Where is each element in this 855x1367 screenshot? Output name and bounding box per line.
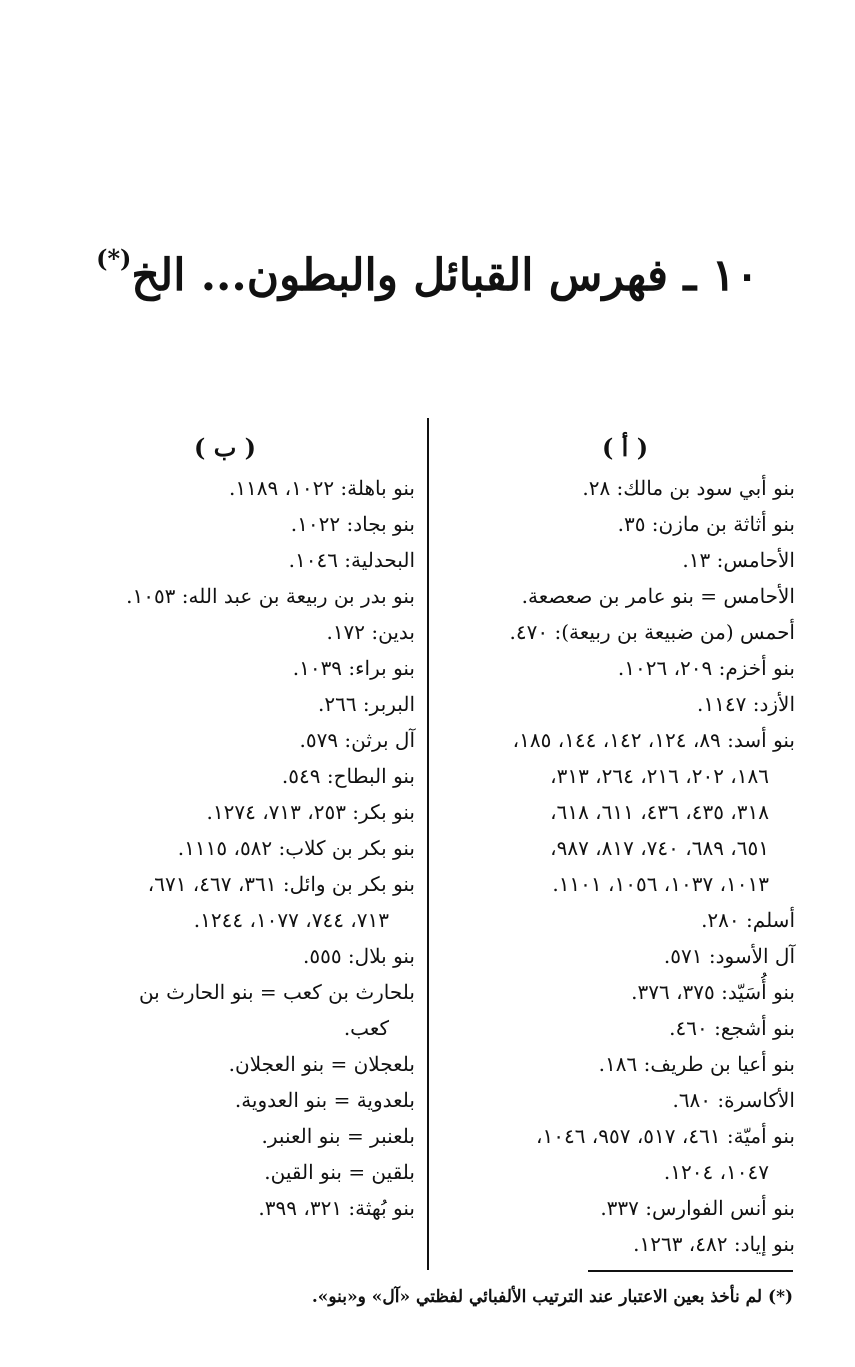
footnote: (*) لم نأخذ بعين الاعتبار عند الترتيب الألفبائي لفظتي «آل» و«بنو». bbox=[311, 1287, 793, 1307]
index-entry: بلحارث بن كعب = بنو الحارث بن bbox=[138, 980, 415, 1004]
index-entry-continuation: ١٨٦، ٢٠٢، ٢١٦، ٢٦٤، ٣١٣، bbox=[550, 764, 769, 788]
index-entry: بنو باهلة: ١٠٢٢، ١١٨٩. bbox=[228, 476, 415, 500]
page-title-text: ١٠ ـ فهرس القبائل والبطون... الخ bbox=[131, 250, 759, 301]
index-entry: بدين: ١٧٢. bbox=[326, 620, 415, 644]
index-entry-continuation: ١٠١٣، ١٠٣٧، ١٠٥٦، ١١٠١. bbox=[552, 872, 769, 896]
index-entry: بنو بكر: ٢٥٣، ٧١٣، ١٢٧٤. bbox=[206, 800, 415, 824]
index-entry: بنو أسد: ٨٩، ١٢٤، ١٤٢، ١٤٤، ١٨٥، bbox=[512, 728, 795, 752]
column-heading-alif: ( أ ) bbox=[601, 433, 649, 462]
index-entry: بلقين = بنو القين. bbox=[264, 1160, 415, 1184]
index-entry: الأكاسرة: ٦٨٠. bbox=[672, 1088, 795, 1112]
index-entry: بنو براء: ١٠٣٩. bbox=[292, 656, 415, 680]
index-entry: أسلم: ٢٨٠. bbox=[701, 908, 795, 932]
index-entry: بنو أنس الفوارس: ٣٣٧. bbox=[600, 1196, 795, 1220]
index-entry: بنو أخزم: ٢٠٩، ١٠٢٦. bbox=[617, 656, 795, 680]
index-entry-continuation: كعب. bbox=[343, 1016, 389, 1040]
index-entry: بنو بدر بن ربيعة بن عبد الله: ١٠٥٣. bbox=[126, 584, 415, 608]
index-entry: آل برثن: ٥٧٩. bbox=[299, 728, 415, 752]
index-entry-continuation: ٧١٣، ٧٤٤، ١٠٧٧، ١٢٤٤. bbox=[193, 908, 389, 932]
index-entry: بنو أبي سود بن مالك: ٢٨. bbox=[582, 476, 795, 500]
index-entry: بنو بلال: ٥٥٥. bbox=[302, 944, 415, 968]
title-footnote-mark: (*) bbox=[96, 244, 132, 273]
column-alif bbox=[455, 430, 795, 1262]
index-entry-continuation: ٣١٨، ٤٣٥، ٤٣٦، ٦١١، ٦١٨، bbox=[550, 800, 769, 824]
column-ba bbox=[35, 430, 415, 1226]
index-entry: بنو أُسَيّد: ٣٧٥، ٣٧٦. bbox=[631, 980, 795, 1004]
index-entry: بلعنبر = بنو العنبر. bbox=[261, 1124, 415, 1148]
index-entry: بلعدوية = بنو العدوية. bbox=[234, 1088, 415, 1112]
footnote-rule bbox=[588, 1270, 793, 1272]
index-entry: الأحامس = بنو عامر بن صعصعة. bbox=[521, 584, 795, 608]
index-entry: بنو أثاثة بن مازن: ٣٥. bbox=[617, 512, 795, 536]
page-title bbox=[0, 244, 855, 301]
index-entry: بنو أشجع: ٤٦٠. bbox=[669, 1016, 795, 1040]
index-entry: البحدلية: ١٠٤٦. bbox=[288, 548, 415, 572]
index-entry-continuation: ٦٥١، ٦٨٩، ٧٤٠، ٨١٧، ٩٨٧، bbox=[550, 836, 769, 860]
index-entry: أحمس (من ضبيعة بن ربيعة): ٤٧٠. bbox=[509, 620, 795, 644]
column-divider bbox=[427, 418, 429, 1270]
index-entry: بنو أعيا بن طريف: ١٨٦. bbox=[598, 1052, 795, 1076]
index-entry: الأحامس: ١٣. bbox=[682, 548, 795, 572]
index-entry: بنو أميّة: ٤٦١، ٥١٧، ٩٥٧، ١٠٤٦، bbox=[536, 1124, 795, 1148]
index-entry: آل الأسود: ٥٧١. bbox=[663, 944, 795, 968]
index-entry: بنو بُهثة: ٣٢١، ٣٩٩. bbox=[258, 1196, 415, 1220]
index-entry: بنو بجاد: ١٠٢٢. bbox=[290, 512, 415, 536]
index-entry: بلعجلان = بنو العجلان. bbox=[228, 1052, 415, 1076]
index-entry: البربر: ٢٦٦. bbox=[317, 692, 415, 716]
index-entry: بنو بكر بن وائل: ٣٦١، ٤٦٧، ٦٧١، bbox=[147, 872, 415, 896]
index-entry: بنو إياد: ٤٨٢، ١٢٦٣. bbox=[633, 1232, 795, 1256]
index-entry: بنو البطاح: ٥٤٩. bbox=[281, 764, 415, 788]
index-entry-continuation: ١٠٤٧، ١٢٠٤. bbox=[663, 1160, 769, 1184]
column-heading-ba: ( ب ) bbox=[193, 433, 256, 462]
index-entry: بنو بكر بن كلاب: ٥٨٢، ١١١٥. bbox=[177, 836, 415, 860]
index-entry: الأزد: ١١٤٧. bbox=[697, 692, 795, 716]
